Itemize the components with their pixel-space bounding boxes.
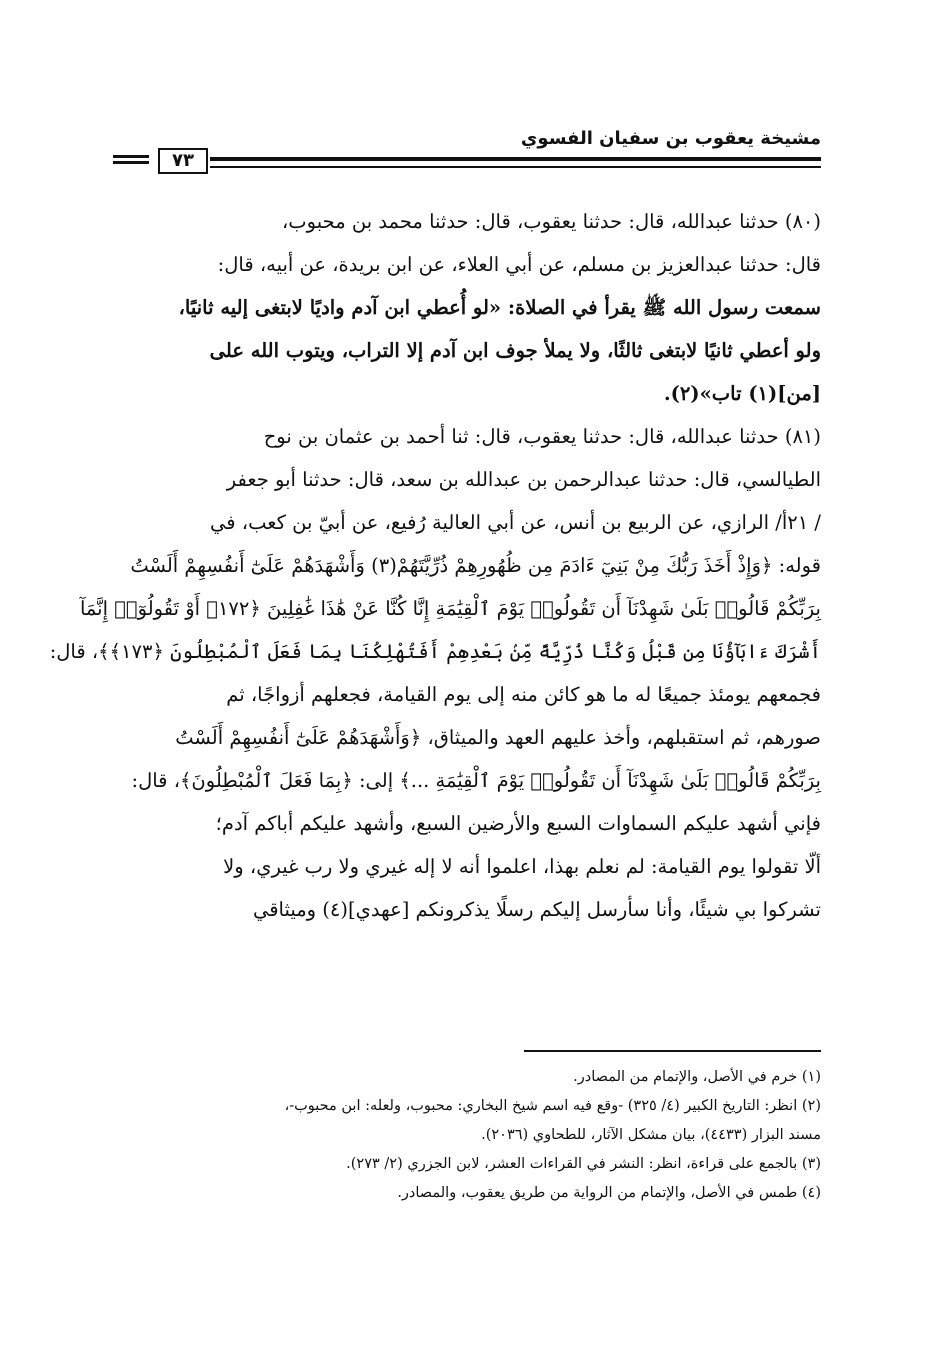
text-line: صورهم، ثم استقبلهم، وأخذ عليهم العهد والميثاق، ﴿وَأَشْهَدَهُمْ عَلَىٰٓ أَنفُسِهِمْ أَلَسْتُ — [175, 726, 821, 749]
footnote-separator — [524, 1050, 821, 1052]
footnote: مسند البزار (٤٤٣٣)، بيان مشكل الآثار، للطحاوي (٢٠٣٦). — [481, 1127, 821, 1143]
book-title: مشيخة يعقوب بن سفيان الفسوي — [520, 128, 821, 149]
page-header — [113, 128, 821, 178]
hadith-80 — [113, 200, 821, 415]
quran-line: قوله: ﴿وَإِذْ أَخَذَ رَبُّكَ مِنْ بَنِيٓ ءَادَمَ مِن ظُهُورِهِمْ ذُرِّيَّتَهُمْ(٣) وَأَشْهَدَهُمْ عَلَىٰٓ أَنفُسِهِمْ أَلَسْتُ — [130, 554, 821, 577]
text-line: ولو أعطي ثانيًا لابتغى ثالثًا، ولا يملأ جوف ابن آدم إلا التراب، ويتوب الله على — [209, 339, 821, 362]
quran-line: أَشْرَكَ ءَابَآؤُنَا مِن قَبْلُ وَكُنَّا ذُرِّيَّةً مِّنۢ بَعْدِهِمْ أَفَتُهْلِكُنَا بِمَا فَعَلَ ٱلْمُبْطِلُونَ ﴿١٧٣﴾﴾، قال: — [49, 640, 821, 663]
text-line: (٨١) حدثنا عبدالله، قال: حدثنا يعقوب، قال: ثنا أحمد بن عثمان بن نوح — [263, 425, 821, 448]
header-rule-thick — [210, 157, 821, 161]
main-text — [49, 200, 821, 931]
page-number: ٧٣ — [158, 148, 208, 174]
text-line: (٨٠) حدثنا عبدالله، قال: حدثنا يعقوب، قال: حدثنا محمد بن محبوب، — [282, 210, 821, 233]
text-line: فإني أشهد عليكم السماوات السبع والأرضين السبع، وأشهد عليكم أباكم آدم؛ — [215, 812, 821, 835]
text-line: تشركوا بي شيئًا، وأنا سأرسل إليكم رسلًا يذكرونكم [عهدي](٤) وميثاقي — [252, 898, 821, 921]
footnotes — [113, 1063, 821, 1208]
text-line: الطيالسي، قال: حدثنا عبدالرحمن بن عبدالله بن سعد، قال: حدثنا أبو جعفر — [226, 468, 821, 491]
header-ornament-line — [113, 161, 149, 164]
quran-line: بِرَبِّكُمْ قَالُوا۟ بَلَىٰ شَهِدْنَآ أَن تَقُولُوا۟ يَوْمَ ٱلْقِيَٰمَةِ إِنَّا كُنَّا عَنْ هَٰذَا غَٰفِلِينَ ﴿١٧٢﴾ أَوْ تَقُولُوٓا۟ إِنَّمَآ — [79, 597, 821, 620]
text-line: / ٢١أ/ الرازي، عن الربيع بن أنس، عن أبي العالية رُفيع، عن أبيّ بن كعب، في — [210, 511, 821, 534]
text-line: فجمعهم يومئذ جميعًا له ما هو كائن منه إلى يوم القيامة، فجعلهم أزواجًا، ثم — [226, 683, 821, 706]
text-line: [من](١) تاب»(٢). — [663, 382, 821, 405]
text-line: سمعت رسول الله ﷺ يقرأ في الصلاة: «لو أُعطي ابن آدم واديًا لابتغى إليه ثانيًا، — [178, 296, 821, 319]
text-line: ألّا تقولوا يوم القيامة: لم نعلم بهذا، اعلموا أنه لا إله غيري ولا رب غيري، ولا — [223, 855, 821, 878]
text-line: قال: حدثنا عبدالعزيز بن مسلم، عن أبي العلاء، عن ابن بريدة، عن أبيه، قال: — [217, 253, 821, 276]
footnote: (٢) انظر: التاريخ الكبير (٤/ ٣٢٥) -وقع فيه اسم شيخ البخاري: محبوب، ولعله: ابن محبوب-، — [284, 1098, 821, 1114]
footnote: (١) خرم في الأصل، والإتمام من المصادر. — [573, 1069, 821, 1085]
header-rule-thin — [210, 166, 821, 168]
header-ornament-line — [113, 155, 149, 158]
hadith-81 — [49, 415, 821, 931]
footnote: (٣) بالجمع على قراءة، انظر: النشر في القراءات العشر، لابن الجزري (٢/ ٢٧٣). — [346, 1156, 821, 1172]
quran-line: بِرَبِّكُمْ قَالُوا۟ بَلَىٰ شَهِدْنَآ أَن تَقُولُوا۟ يَوْمَ ٱلْقِيَٰمَةِ ...﴾ إلى: ﴿بِمَا فَعَلَ ٱلْمُبْطِلُونَ﴾، قال: — [131, 769, 821, 792]
footnote: (٤) طمس في الأصل، والإتمام من الرواية من طريق يعقوب، والمصادر. — [397, 1185, 821, 1201]
